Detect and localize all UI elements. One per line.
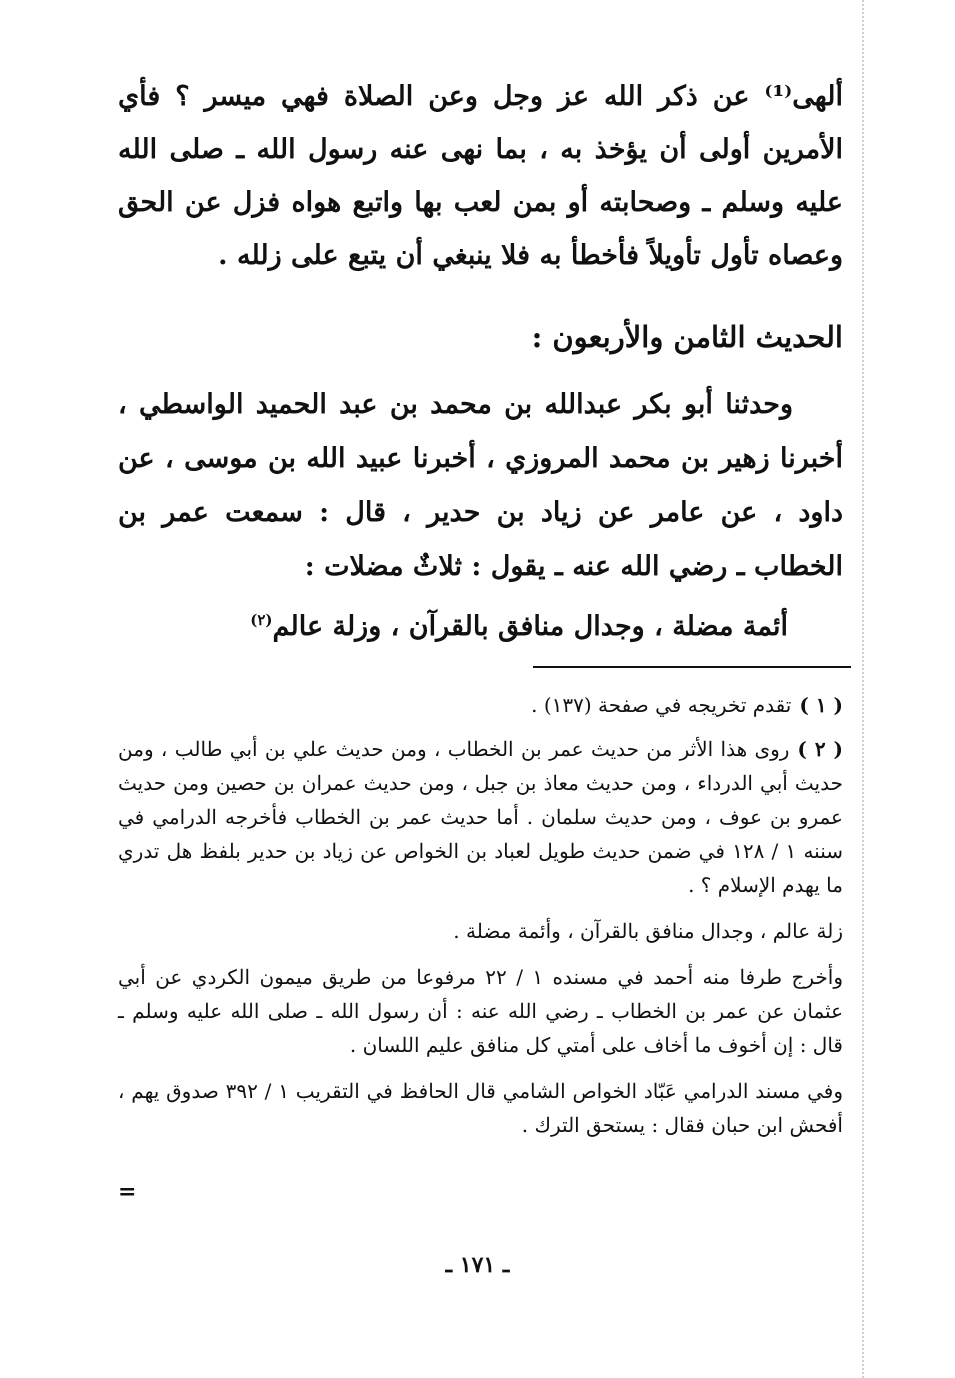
footnote-marker-2[interactable]: (٢)	[250, 611, 273, 629]
footnote-2-quote: زلة عالم ، وجدال منافق بالقرآن ، وأئمة مضلة .	[453, 919, 843, 943]
footnote-divider	[533, 666, 851, 668]
page-number: ـ ١٧١ ـ	[445, 1252, 510, 1278]
footnote-2-darimi: وفي مسند الدرامي عَبّاد الخواص الشامي قال الحافظ في التقريب ١ / ٣٩٢ صدوق يهم ، أفحش ابن حبان فقال : يستحق الترك .	[118, 1079, 844, 1137]
hadith-quote	[118, 600, 788, 654]
hadith-block	[118, 378, 843, 594]
main-text-block	[118, 70, 843, 282]
body-paragraph: ألهى⁽¹⁾ عن ذكر الله عز وجل وعن الصلاة فهي ميسر ؟ فأي الأمرين أولى أن يؤخذ به ، بما نهى عنه رسول الله ـ صلى الله عليه وسلم ـ وصحابته أو بمن لعب بها واتبع هواه فزل عن الحق وعصاه تأول تأويلاً فأخطأ به فلا ينبغي أن يتبع على زلله .	[118, 81, 843, 271]
footnote-1	[118, 688, 843, 722]
section-heading: الحديث الثامن والأربعون :	[531, 320, 843, 354]
hadith-quote-text: أئمة مضلة ، وجدال منافق بالقرآن ، وزلة عالم	[272, 611, 788, 642]
footnote-1-text: تقدم تخريجه في صفحة (١٣٧) .	[531, 693, 792, 717]
footnote-2-text: روى هذا الأثر من حديث عمر بن الخطاب ، ومن حديث علي بن أبي طالب ، ومن حديث أبي الدرداء ، ومن حديث معاذ بن جبل ، ومن حديث عمران بن حصين ومن حديث عمرو بن عوف ، ومن حديث سلمان . أما حديث عمر بن الخطاب فأخرجه الدرامي في سننه ١ / ١٢٨ في ضمن حديث طويل لعباد بن الخواص عن زياد بن حدير بلفظ هل تدري ما يهدم الإسلام ؟ .	[118, 737, 843, 897]
scan-edge-dotted-line	[862, 0, 864, 1378]
footnote-1-number: ( ١ )	[799, 693, 843, 717]
continuation-mark: =	[118, 1179, 137, 1205]
footnote-2-ahmad: وأخرج طرفا منه أحمد في مسنده ١ / ٢٢ مرفوعا من طريق ميمون الكردي عن أبي عثمان عن عمر بن الخطاب ـ رضي الله عنه : أن رسول الله ـ صلى الله عليه وسلم ـ قال : إن أخوف ما أخاف على أمتي كل منافق عليم اللسان .	[118, 965, 843, 1057]
footnotes-section	[118, 688, 843, 1142]
footnote-2-number: ( ٢ )	[797, 737, 843, 761]
footnote-2	[118, 732, 843, 902]
hadith-text: وحدثنا أبو بكر عبدالله بن محمد بن عبد الحميد الواسطي ، أخبرنا زهير بن محمد المروزي ، أخبرنا عبيد الله بن موسى ، عن داود ، عن عامر عن زياد بن حدير ، قال : سمعت عمر بن الخطاب ـ رضي الله عنه ـ يقول : ثلاثٌ مضلات :	[118, 389, 843, 582]
